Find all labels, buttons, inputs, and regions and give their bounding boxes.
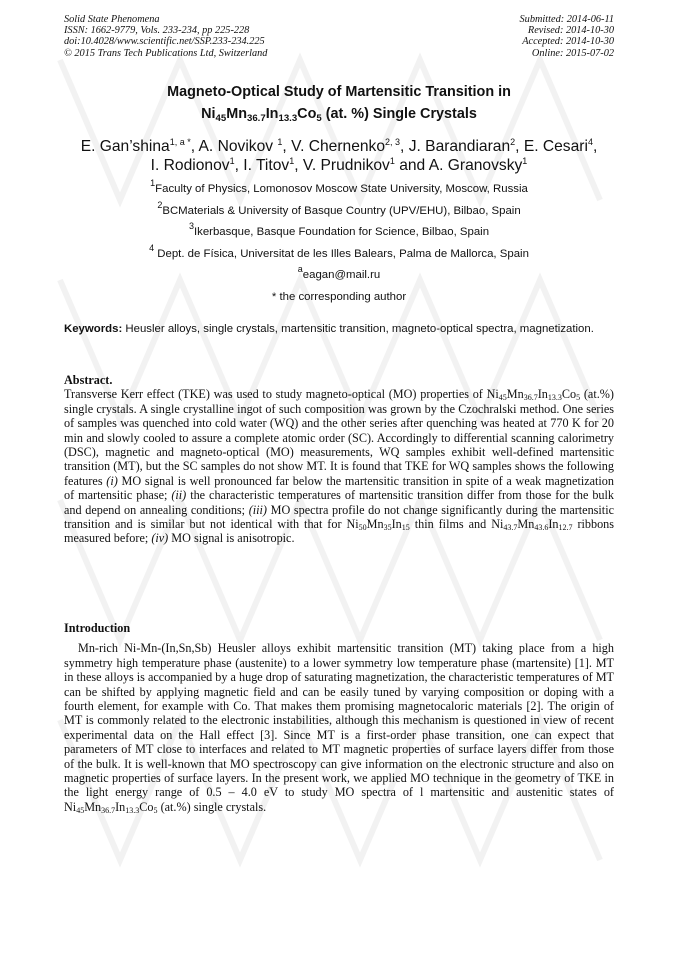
composition: Ni (491, 517, 504, 532)
author: A. Novikov (198, 138, 278, 155)
journal-doi: doi:10.4028/www.scientific.net/SSP.233-234.225 (64, 36, 265, 48)
introduction-body: Mn-rich Ni-Mn-(In,Sn,Sb) Heusler alloys exhibit martensitic transition (MT) taking place from a high symmetry high temperature phase (austenite) to a lower symmetry low temperature phase (martensite) [1]. MT in these alloys is accompanied by a huge drop of saturating magnetization, the characteristic temperatures of MT can be shifted by applying magnetic field and can be easily tuned by varying composition or doping with a fourth element, for example with Co. That makes them promising magnetocaloric materials [2]. The origin of MT is commonly related to the electronic instabilities, although this mechanism is questioned in view of recent experimental data on the Hall effect [3]. Since MT is a first-order phase transition, one can expect that parameters of MT close to interfaces and related to MT magnetic properties of surface layers differ from those of the bulk. It is well-known that MO spectroscopy can give information on the electronic structure and also on magnetic properties of surface layers. In the present work, we applied MO technique in the geometry of TKE in the light energy range of 0.5 – 4.0 eV to study MO spectra of l martensitic and austenitic states of $Ni_{45}Mn_{36.7}In_{13.3}Co_5$ (at.%) single crystals. (64, 641, 614, 815)
author-line-2: I. Rodionov$^1$, I. Titov$^1$, V. Prudnikov$^1$ and A. Granovsky$^1$ (150, 156, 528, 174)
keywords-section (64, 322, 614, 338)
composition: Ni (486, 387, 499, 402)
composition: Ni (346, 517, 359, 532)
author-line-1: E. Gan’shina$^{1, a *}$, A. Novikov $^1$, V. Chernenko$^{2, 3}$, J. Barandiaran$^2$, E. Cesari$^4$, (80, 137, 598, 155)
affiliations (64, 180, 614, 309)
date-accepted: Accepted: 2014-10-30 (522, 36, 614, 48)
journal-issn: ISSN: 1662-9779, Vols. 233-234, pp 225-228 (64, 25, 250, 37)
affiliation-2: $^2$BCMaterials & University of Basque Country (UPV/EHU), Bilbao, Spain (157, 199, 521, 217)
paper-title (64, 81, 614, 125)
author: E. Cesari (523, 138, 588, 155)
author: V. Chernenko (291, 138, 386, 155)
author: J. Barandiaran (408, 138, 511, 155)
journal-name: Solid State Phenomena (64, 14, 160, 25)
introduction-heading: Introduction (64, 621, 131, 635)
author-list (50, 137, 628, 175)
author: A. Granovsky (428, 157, 523, 174)
publication-dates (520, 14, 614, 59)
composition: Ni (64, 799, 77, 814)
corresponding-author-note: * the corresponding author (271, 290, 407, 303)
date-online: Online: 2015-07-02 (531, 47, 614, 59)
title-line-2: $Ni_{45}Mn_{36.7}In_{13.3}Co_5$ (at. %) Single Crystals (201, 106, 477, 124)
affiliation-1: $^1$Faculty of Physics, Lomonosov Moscow State University, Moscow, Russia (150, 178, 528, 195)
affiliation-4: $^4$ Dept. de Física, Universitat de les Illes Balears, Palma de Mallorca, Spain (149, 242, 529, 260)
keywords-text: Heusler alloys, single crystals, martensitic transition, magneto-optical spectra, magnetization. (122, 323, 594, 335)
journal-info (64, 14, 267, 59)
date-submitted: Submitted: 2014-06-11 (519, 14, 614, 25)
journal-copyright: © 2015 Trans Tech Publications Ltd, Switzerland (64, 47, 268, 59)
abstract-section (64, 373, 614, 546)
author: I. Rodionov (150, 157, 230, 174)
author: V. Prudnikov (302, 157, 390, 174)
affiliation-3: $^3$Ikerbasque, Basque Foundation for Science, Bilbao, Spain (188, 221, 490, 238)
abstract-heading: Abstract. (64, 373, 113, 387)
date-revised: Revised: 2014-10-30 (527, 25, 614, 37)
author: I. Titov (243, 157, 290, 174)
abstract-body: Transverse Kerr effect (TKE) was used to study magneto-optical (MO) properties of $Ni_{45}Mn_{36.7}In_{13.3}Co_5$ (at.%) single crystals. A single crystalline ingot of such composition was grown by the Czochralski method. One series of samples was quenched into cold water (WQ) and the other series after quenching was heated at 770 K for 20 min and slowly cooled to assure a complete atomic order (SC). Accordingly to differential scanning calorimetry (DSC), magnetic and magneto-optical (MO) measurements, WQ samples exhibit well-defined martensitic transition (MT), but the SC samples do not show MT. It is found that TKE for WQ samples shows the following features (i) MO signal is well pronounced far below the martensitic transition in spite of a weak magnetization of martensitic phase; (ii) the characteristic temperatures of martensitic transition differ from those for the bulk and depend on annealing conditions; (iii) MO spectra profile do not change significantly during the martensitic transition and is similar but not identical with that for $Ni_{50}Mn_{35}In_{15}$ thin films and $Ni_{43.7}Mn_{43.6}In_{12.7}$ ribbons measured before; (iv) MO signal is anisotropic. (64, 387, 615, 546)
author-email: $^a$eagan@mail.ru (297, 264, 381, 281)
keywords-label: Keywords: (64, 323, 123, 335)
title-line-1: Magneto-Optical Study of Martensitic Transition in (167, 84, 511, 100)
author: E. Gan’shina (80, 138, 170, 155)
introduction-section (64, 621, 614, 814)
